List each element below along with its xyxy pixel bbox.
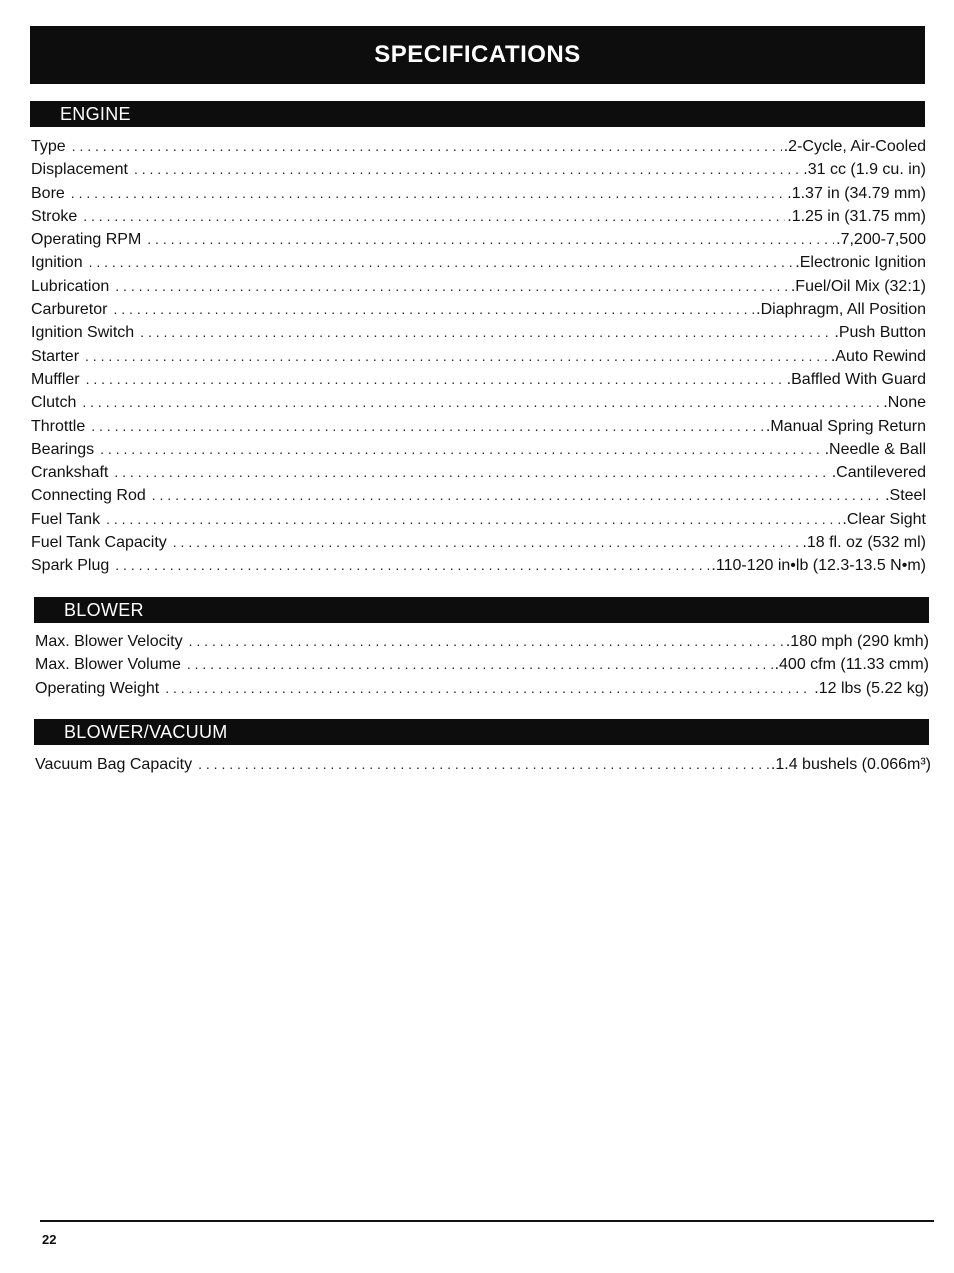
spec-label: Operating Weight — [35, 679, 160, 697]
engine-spec-list — [31, 135, 926, 578]
page-title-bar — [30, 26, 925, 84]
spec-value: .110-120 in•lb (12.3-13.5 N•m) — [711, 557, 926, 575]
spec-value: .1.37 in (34.79 mm) — [787, 184, 926, 202]
spec-row — [31, 275, 926, 298]
spec-label: Bearings — [31, 440, 95, 458]
spec-row — [31, 135, 926, 158]
spec-row — [31, 554, 926, 577]
spec-label: Muffler — [31, 370, 80, 388]
spec-label: Crankshaft — [31, 464, 109, 482]
spec-row — [31, 508, 926, 531]
dot-leader — [115, 275, 789, 298]
page-number: 22 — [42, 1232, 57, 1247]
spec-row — [35, 653, 929, 676]
footer-rule — [40, 1220, 934, 1222]
dot-leader — [82, 391, 881, 414]
spec-value: .18 fl. oz (532 ml) — [802, 534, 926, 552]
spec-value: .Manual Spring Return — [765, 417, 926, 435]
spec-label: Vacuum Bag Capacity — [35, 756, 193, 773]
dot-leader — [173, 531, 801, 554]
spec-row — [31, 438, 926, 461]
section-heading: BLOWER — [64, 599, 144, 620]
dot-leader — [165, 677, 812, 700]
dot-leader — [71, 182, 785, 205]
spec-label: Ignition Switch — [31, 324, 135, 342]
dot-leader — [198, 753, 769, 776]
spec-row — [31, 345, 926, 368]
spec-row — [35, 677, 929, 700]
spec-label: Starter — [31, 347, 80, 365]
spec-row — [35, 753, 931, 776]
section-header-blower-vacuum — [34, 719, 929, 745]
spec-row — [31, 531, 926, 554]
spec-value: .Diaphragm, All Position — [756, 301, 926, 319]
dot-leader — [187, 653, 773, 676]
dot-leader — [113, 298, 754, 321]
spec-value: .12 lbs (5.22 kg) — [814, 679, 929, 697]
dot-leader — [114, 461, 829, 484]
spec-row — [31, 391, 926, 414]
dot-leader — [89, 251, 794, 274]
section-header-engine — [30, 101, 925, 127]
spec-label: Bore — [31, 184, 65, 202]
spec-value: .1.25 in (31.75 mm) — [787, 207, 926, 225]
spec-value: .Steel — [885, 487, 926, 505]
spec-value: .180 mph (290 kmh) — [785, 633, 929, 650]
spec-row — [31, 461, 926, 484]
spec-label: Max. Blower Velocity — [35, 633, 183, 650]
spec-row — [31, 182, 926, 205]
spec-row — [31, 368, 926, 391]
spec-value: .Auto Rewind — [830, 347, 926, 365]
dot-leader — [134, 158, 801, 181]
page-title: SPECIFICATIONS — [374, 41, 581, 68]
spec-label: Carburetor — [31, 301, 108, 319]
spec-value: .Needle & Ball — [824, 440, 926, 458]
spec-label: Type — [31, 138, 66, 155]
dot-leader — [106, 508, 840, 531]
section-header-blower — [34, 597, 929, 623]
spec-value: .Clear Sight — [842, 510, 926, 528]
section-heading: ENGINE — [60, 103, 131, 124]
dot-leader — [100, 438, 822, 461]
spec-row — [31, 484, 926, 507]
spec-value: .7,200-7,500 — [836, 231, 926, 249]
spec-row — [31, 415, 926, 438]
dot-leader — [86, 368, 785, 391]
section-heading: BLOWER/VACUUM — [64, 721, 228, 742]
spec-label: Operating RPM — [31, 231, 142, 249]
spec-label: Fuel Tank — [31, 510, 101, 528]
dot-leader — [152, 484, 883, 507]
spec-row — [31, 205, 926, 228]
dot-leader — [140, 321, 832, 344]
dot-leader — [72, 135, 782, 158]
spec-value: .400 cfm (11.33 cmm) — [774, 656, 929, 674]
spec-row — [31, 321, 926, 344]
spec-label: Stroke — [31, 207, 78, 225]
blower-spec-list — [35, 630, 929, 700]
spec-label: Fuel Tank Capacity — [31, 534, 167, 552]
spec-row — [31, 228, 926, 251]
spec-label: Clutch — [31, 394, 77, 412]
dot-leader — [147, 228, 834, 251]
spec-value: .None — [883, 394, 926, 412]
spec-value: .Baffled With Guard — [786, 370, 926, 388]
spec-value: .Fuel/Oil Mix (32:1) — [790, 277, 926, 295]
spec-label: Max. Blower Volume — [35, 656, 181, 674]
dot-leader — [85, 345, 829, 368]
spec-value: .31 cc (1.9 cu. in) — [803, 161, 926, 179]
spec-label: Ignition — [31, 254, 83, 272]
spec-label: Spark Plug — [31, 557, 110, 575]
spec-row — [35, 630, 929, 653]
spec-label: Displacement — [31, 161, 128, 179]
dot-leader — [91, 415, 764, 438]
dot-leader — [83, 205, 785, 228]
blower-vacuum-spec-list — [35, 753, 931, 776]
spec-value: .1.4 bushels (0.066m³) — [770, 756, 931, 773]
dot-leader — [189, 630, 784, 653]
spec-row — [31, 298, 926, 321]
spec-row — [31, 251, 926, 274]
spec-value: .Cantilevered — [831, 464, 926, 482]
spec-label: Throttle — [31, 417, 86, 435]
spec-value: .Push Button — [834, 324, 926, 342]
spec-value: .2-Cycle, Air-Cooled — [783, 138, 926, 155]
spec-label: Connecting Rod — [31, 487, 146, 505]
spec-value: .Electronic Ignition — [795, 254, 926, 272]
spec-row — [31, 158, 926, 181]
dot-leader — [115, 554, 709, 577]
spec-label: Lubrication — [31, 277, 110, 295]
